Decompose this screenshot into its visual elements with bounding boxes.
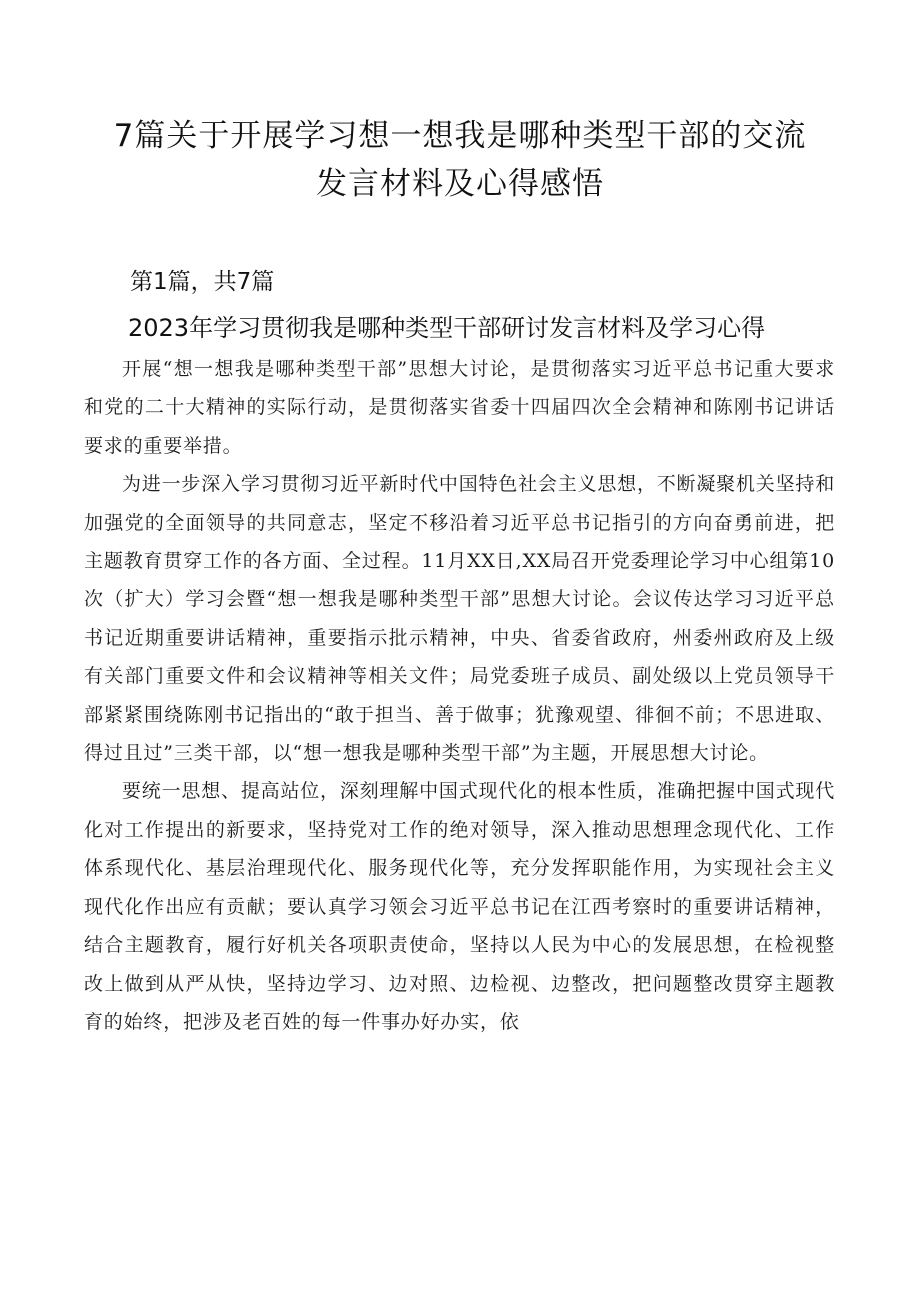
article-body <box>84 350 835 1041</box>
section-heading: 第1篇，共7篇 <box>130 269 275 295</box>
paragraph-3: 要统一思想、提高站位，深刻理解中国式现代化的根本性质，准确把握中国式现代化对工作提出的新要求，坚持党对工作的绝对领导，深入推动思想理念现代化、工作体系现代化、基层治理现代化、服务现代化等，充分发挥职能作用，为实现社会主义现代化作出应有贡献；要认真学习领会习近平总书记在江西考察时的重要讲话精神，结合主题教育，履行好机关各项职责使命，坚持以人民为中心的发展思想，在检视整改上做到从严从快，坚持边学习、边对照、边检视、边整改，把问题整改贯穿主题教育的始终，把涉及老百姓的每一件事办好办实，依 <box>84 780 835 1033</box>
document-title: 7篇关于开展学习想一想我是哪种类型干部的交流发言材料及心得感悟 <box>113 118 807 202</box>
article-title: 2023年学习贯彻我是哪种类型干部研讨发言材料及学习心得 <box>128 314 766 342</box>
paragraph-2: 为进一步深入学习贯彻习近平新时代中国特色社会主义思想，不断凝聚机关坚持和加强党的全面领导的共同意志，坚定不移沿着习近平总书记指引的方向奋勇前进，把主题教育贯穿工作的各方面、全过程。11月XX日,XX局召开党委理论学习中心组第10次（扩大）学习会暨“想一想我是哪种类型干部”思想大讨论。会议传达学习习近平总书记近期重要讲话精神，重要指示批示精神，中央、省委省政府，州委州政府及上级有关部门重要文件和会议精神等相关文件；局党委班子成员、副处级以上党员领导干部紧紧围绕陈刚书记指出的“敢于担当、善于做事；犹豫观望、徘徊不前；不思进取、得过且过”三类干部，以“想一想我是哪种类型干部”为主题，开展思想大讨论。 <box>84 473 835 765</box>
paragraph-1: 开展“想一想我是哪种类型干部”思想大讨论，是贯彻落实习近平总书记重大要求和党的二十大精神的实际行动，是贯彻落实省委十四届四次全会精神和陈刚书记讲话要求的重要举措。 <box>84 358 835 457</box>
